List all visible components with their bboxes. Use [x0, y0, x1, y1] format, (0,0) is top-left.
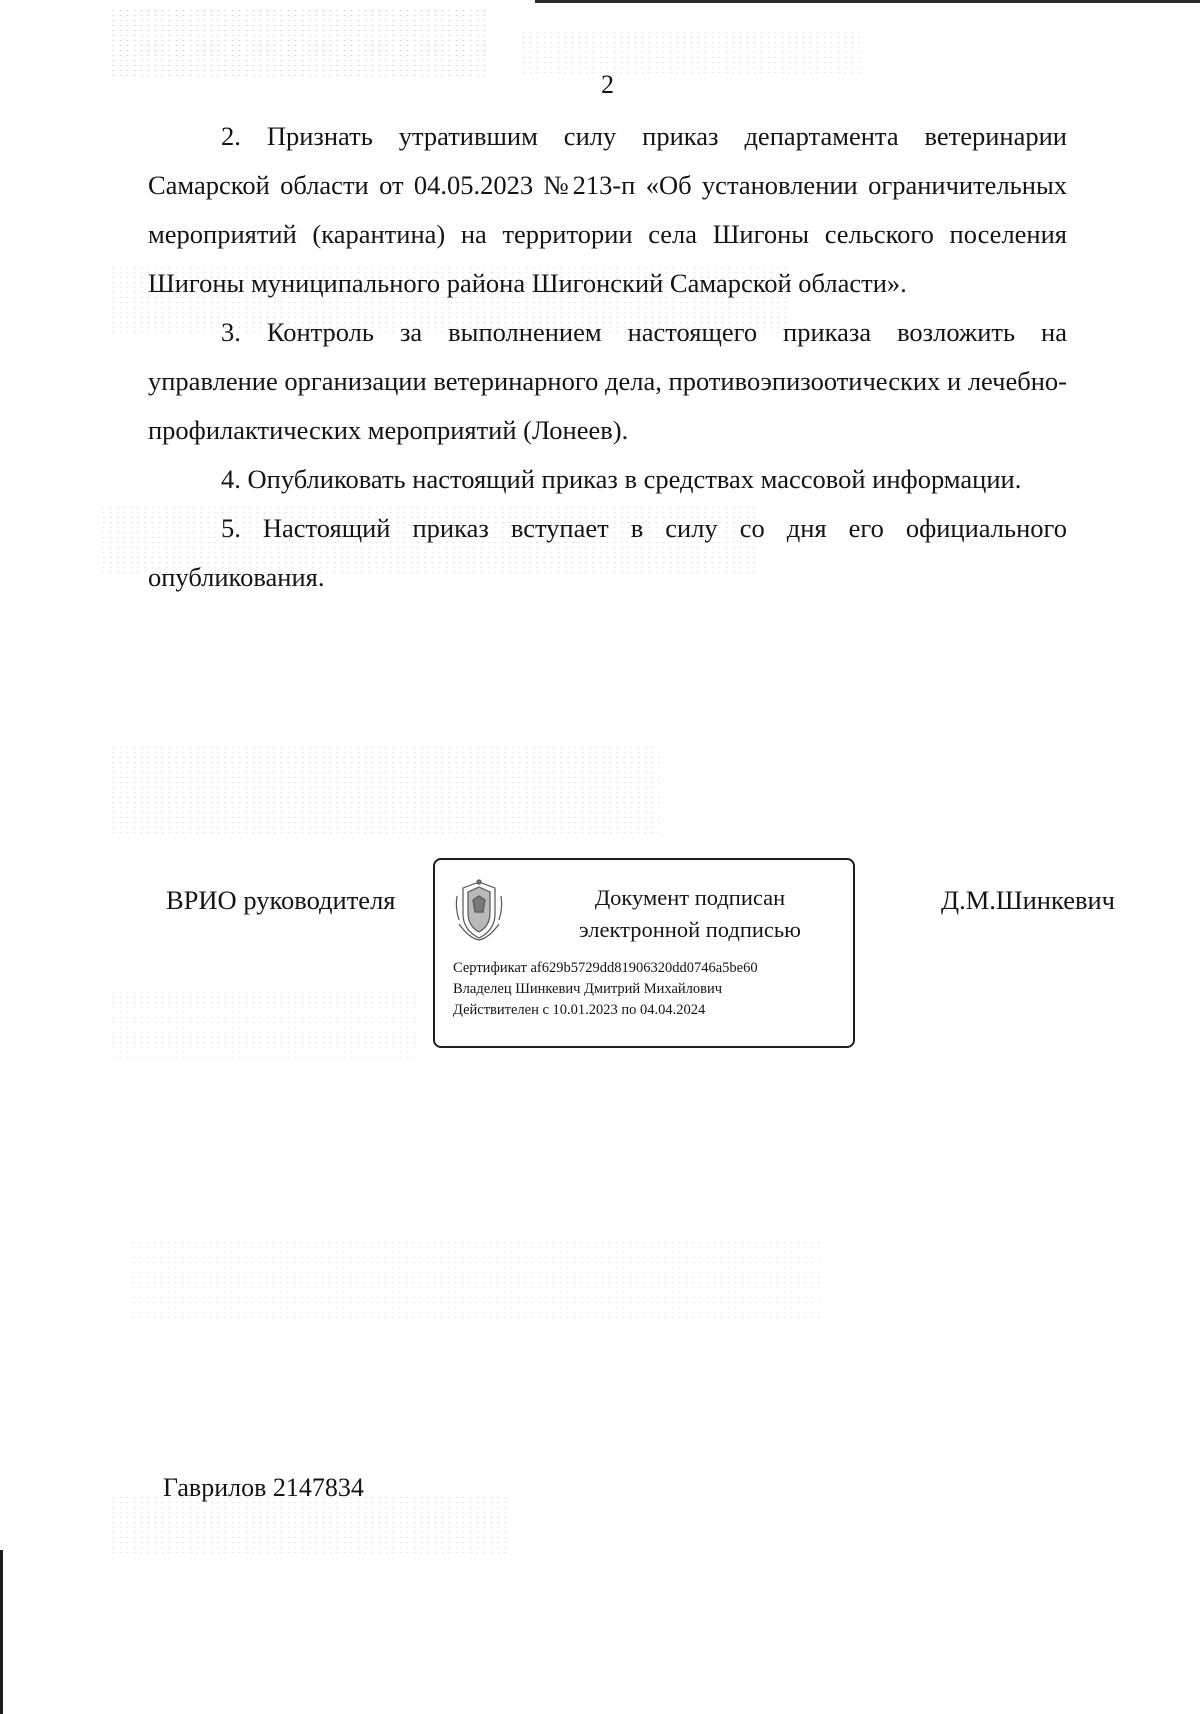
stamp-title: Документ подписан электронной подписью: [579, 885, 801, 942]
certificate-owner: Владелец Шинкевич Дмитрий Михайлович: [453, 981, 723, 997]
scan-edge-mark: [0, 1550, 3, 1714]
coat-of-arms-icon: [453, 878, 505, 942]
scan-edge-line: [535, 0, 1200, 3]
paragraph-5: 5. Настоящий приказ вступает в силу со дня его официального опубликования.: [148, 513, 1067, 592]
scan-noise: [520, 30, 860, 75]
electronic-signature-stamp: [433, 858, 855, 1048]
signatory-position: ВРИО руководителя: [166, 885, 396, 915]
certificate-validity: Действителен с 10.01.2023 по 04.04.2024: [453, 1002, 706, 1018]
scan-noise: [110, 745, 660, 835]
scan-noise: [130, 1240, 820, 1320]
document-body: [148, 112, 1067, 602]
executor-contact: Гаврилов 2147834: [163, 1473, 364, 1502]
signatory-name: Д.М.Шинкевич: [941, 885, 1115, 915]
scan-noise: [110, 8, 490, 78]
paragraph-4: 4. Опубликовать настоящий приказ в средствах массовой информации.: [221, 464, 1022, 494]
certificate-id: Сертификат af629b5729dd81906320dd0746a5be60: [453, 960, 758, 976]
scan-noise: [110, 990, 420, 1060]
scan-noise: [110, 1495, 510, 1555]
paragraph-3: 3. Контроль за выполнением настоящего приказа возложить на управление организации ветеринарного дела, противоэпизоотических и лечебно-профилактических мероприятий (Лонеев).: [148, 317, 1067, 445]
stamp-details: [453, 958, 758, 1021]
page-number: 2: [601, 70, 614, 99]
paragraph-2: 2. Признать утратившим силу приказ департамента ветеринарии Самарской области от 04.05.2023 №213-п «Об установлении ограничительных мероприятий (карантина) на территории села Шигоны сельского поселения Шигоны муниципального района Шигонский Самарской области».: [148, 121, 1067, 298]
